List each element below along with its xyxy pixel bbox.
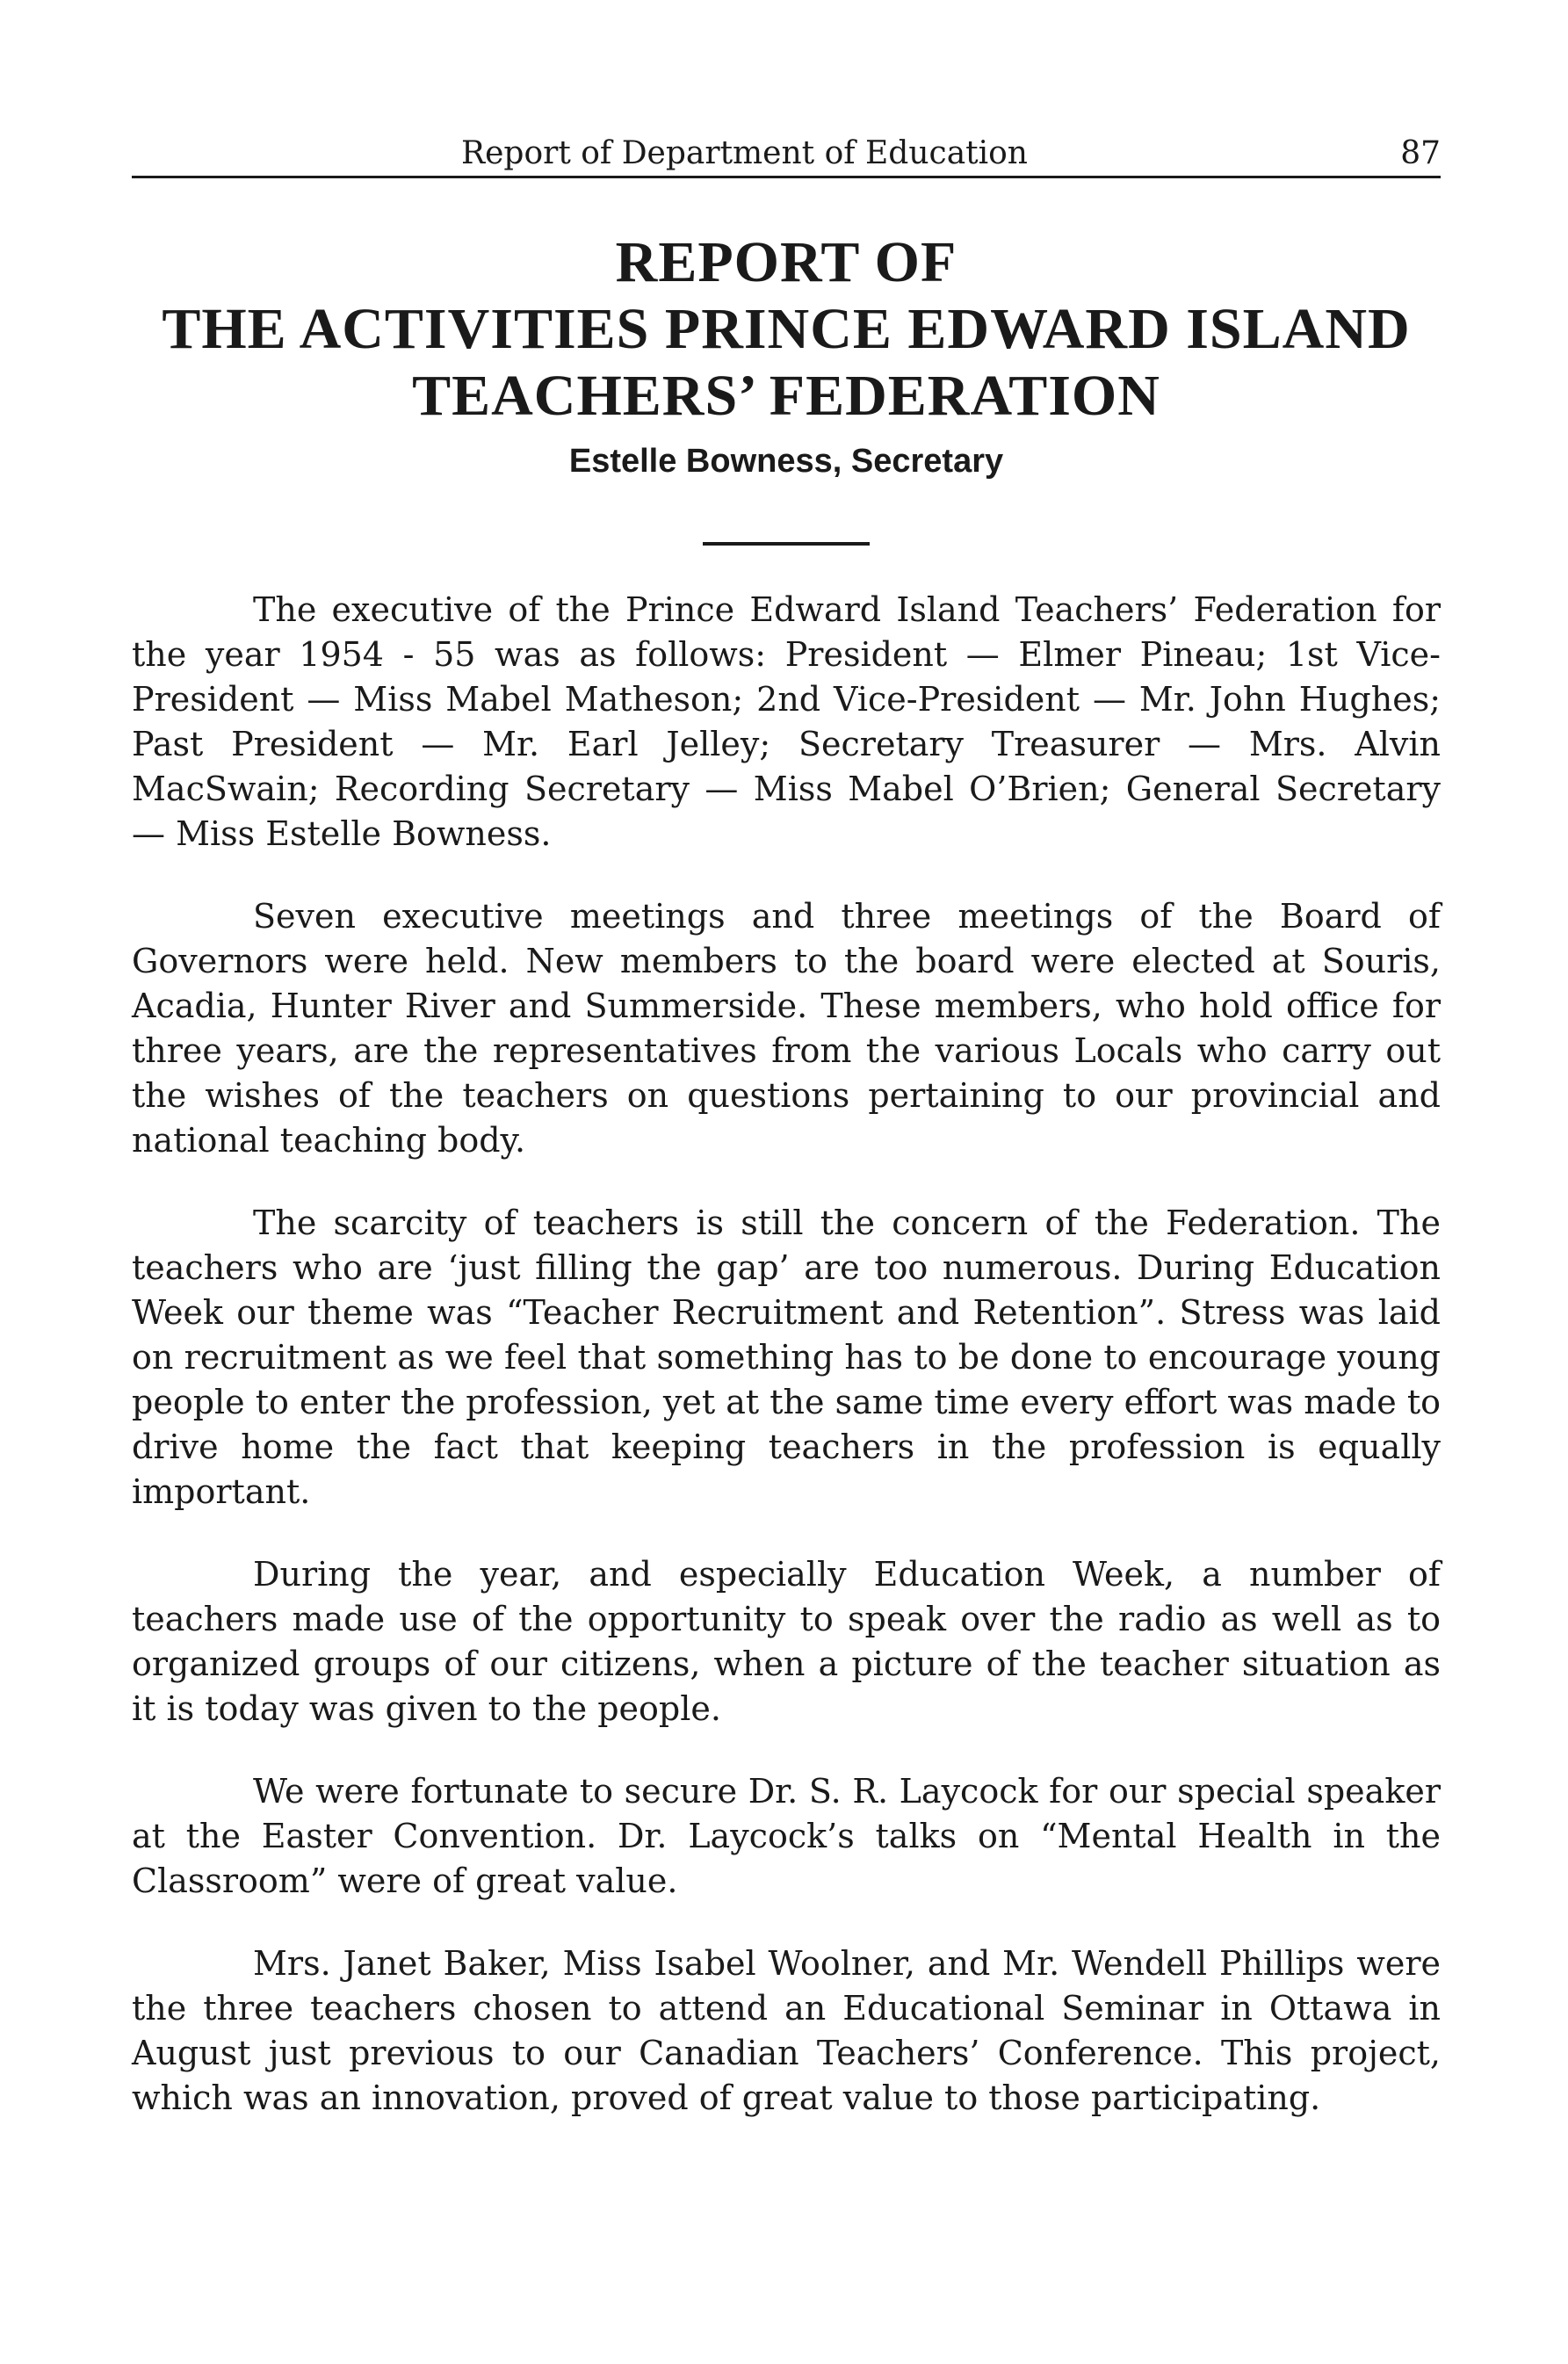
report-title [132,229,1441,481]
title-line-1: REPORT OF [615,230,957,294]
running-head [132,132,1441,178]
document-page [132,132,1441,2158]
title-line-3: TEACHERS’ FEDERATION [412,364,1160,428]
paragraph-seminar: Mrs. Janet Baker, Miss Isabel Woolner, and Mr. Wendell Phillips were the three teachers chosen to attend an Educational Seminar in Ottawa in August just previous to our Canadian Teachers’ Conference. This project, which was an innovation, proved of great value to those participating. [132,1944,1441,2117]
author-byline: Estelle Bowness, Secretary [568,443,1004,480]
running-head-title: Report of Department of Education [461,135,1028,171]
page-number: 87 [1400,135,1441,171]
paragraph-executive: The executive of the Prince Edward Island Teachers’ Federation for the year 1954 - 55 was as follows: President — Elmer Pineau; 1st Vice-President — Miss Mabel Matheson; 2nd Vice-President — Mr. John Hughes; Past President — Mr. Earl Jelley; Secretary Treasurer — Mrs. Alvin MacSwain; Recording Secretary — Miss Mabel O’Brien; General Secretary — Miss Estelle Bowness. [132,590,1441,853]
paragraph-education-week: During the year, and especially Education Week, a number of teachers made use of the opportunity to speak over the radio as well as to organized groups of our citizens, when a picture of the teacher situation as it is today was given to the people. [132,1555,1441,1728]
paragraph-meetings: Seven executive meetings and three meetings of the Board of Governors were held. New members to the board were elected at Souris, Acadia, Hunter River and Summerside. These members, who hold office for three years, are the representatives from the various Locals who carry out the wishes of the teachers on questions pertaining to our provincial and national teaching body. [132,897,1441,1160]
body-text [132,588,1441,2121]
title-line-2: THE ACTIVITIES PRINCE EDWARD ISLAND [162,297,1411,361]
paragraph-scarcity: The scarcity of teachers is still the concern of the Federation. The teachers who are ‘just filling the gap’ are too numerous. During Education Week our theme was “Teacher Recruitment and Retention”. Stress was laid on recruitment as we feel that something has to be done to encourage young people to enter the profession, yet at the same time every effort was made to drive home the fact that keeping teachers in the profession is equally important. [132,1204,1441,1511]
title-divider [703,542,870,546]
paragraph-convention-speaker: We were fortunate to secure Dr. S. R. Laycock for our special speaker at the Easter Convention. Dr. Laycock’s talks on “Mental Health in the Classroom” were of great value. [132,1772,1441,1900]
